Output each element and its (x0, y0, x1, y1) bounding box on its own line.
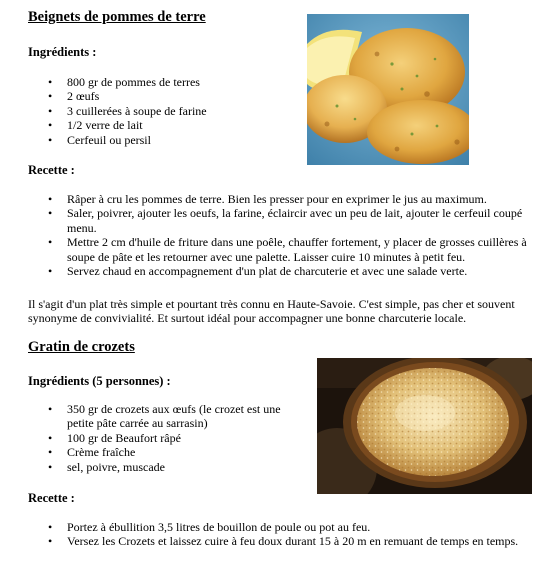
list-item: • Servez chaud en accompagnement d'un plat de charcuterie et avec une salade verte. (0, 264, 552, 278)
list-item: • 1/2 verre de lait (0, 118, 300, 132)
list-item: • 2 œufs (0, 89, 300, 103)
crozets-gratin-image (317, 358, 532, 494)
recipe-2-title: Gratin de crozets (28, 339, 135, 355)
recipe-2-photo (317, 358, 532, 494)
list-item: • 3 cuillerées à soupe de farine (0, 104, 300, 118)
recipe-1-ingredients-heading: Ingrédients : (28, 45, 97, 59)
recipe-1-title: Beignets de pommes de terre (28, 9, 206, 25)
list-item: • Saler, poivrer, ajouter les oeufs, la farine, éclaircir avec un peu de lait, ajouter le cerfeuil coupé menu. (0, 206, 552, 235)
list-item: • sel, poivre, muscade (0, 460, 305, 474)
recipe-1-photo (307, 14, 469, 165)
recipe-1-ingredients-list (0, 75, 300, 147)
recipe-2-ingredients-list (0, 402, 305, 474)
list-item: • Mettre 2 cm d'huile de friture dans une poêle, chauffer fortement, y placer de grosses cuillères à soupe de pâte et les retourner avec une palette. Laisser cuire 10 minutes à petit feu. (0, 235, 552, 264)
list-item: • Râper à cru les pommes de terre. Bien les presser pour en exprimer le jus au maximum. (0, 192, 552, 206)
recipe-2-ingredients-heading: Ingrédients (5 personnes) : (28, 374, 171, 388)
recipe-2-recipe-heading: Recette : (28, 491, 75, 505)
list-item: • 350 gr de crozets aux œufs (le crozet est une petite pâte carrée au sarrasin) (0, 402, 305, 431)
list-item: • Cerfeuil ou persil (0, 133, 300, 147)
list-item: • 800 gr de pommes de terres (0, 75, 300, 89)
recipe-1-description: Il s'agit d'un plat très simple et pourtant très connu en Haute-Savoie. C'est simple, pas cher et souvent synonyme de convivialité. Et surtout idéal pour accompagner une bonne charcuterie locale. (28, 297, 515, 326)
list-item: • 100 gr de Beaufort râpé (0, 431, 305, 445)
recipe-2-steps-list (0, 520, 540, 549)
list-item: • Versez les Crozets et laissez cuire à feu doux durant 15 à 20 m en remuant de temps en temps. (0, 534, 540, 548)
list-item: • Portez à ébullition 3,5 litres de bouillon de poule ou pot au feu. (0, 520, 540, 534)
potato-fritters-image (307, 14, 469, 165)
recipe-1-recipe-heading: Recette : (28, 163, 75, 177)
list-item: • Crème fraîche (0, 445, 305, 459)
recipe-1-steps-list (0, 192, 552, 278)
